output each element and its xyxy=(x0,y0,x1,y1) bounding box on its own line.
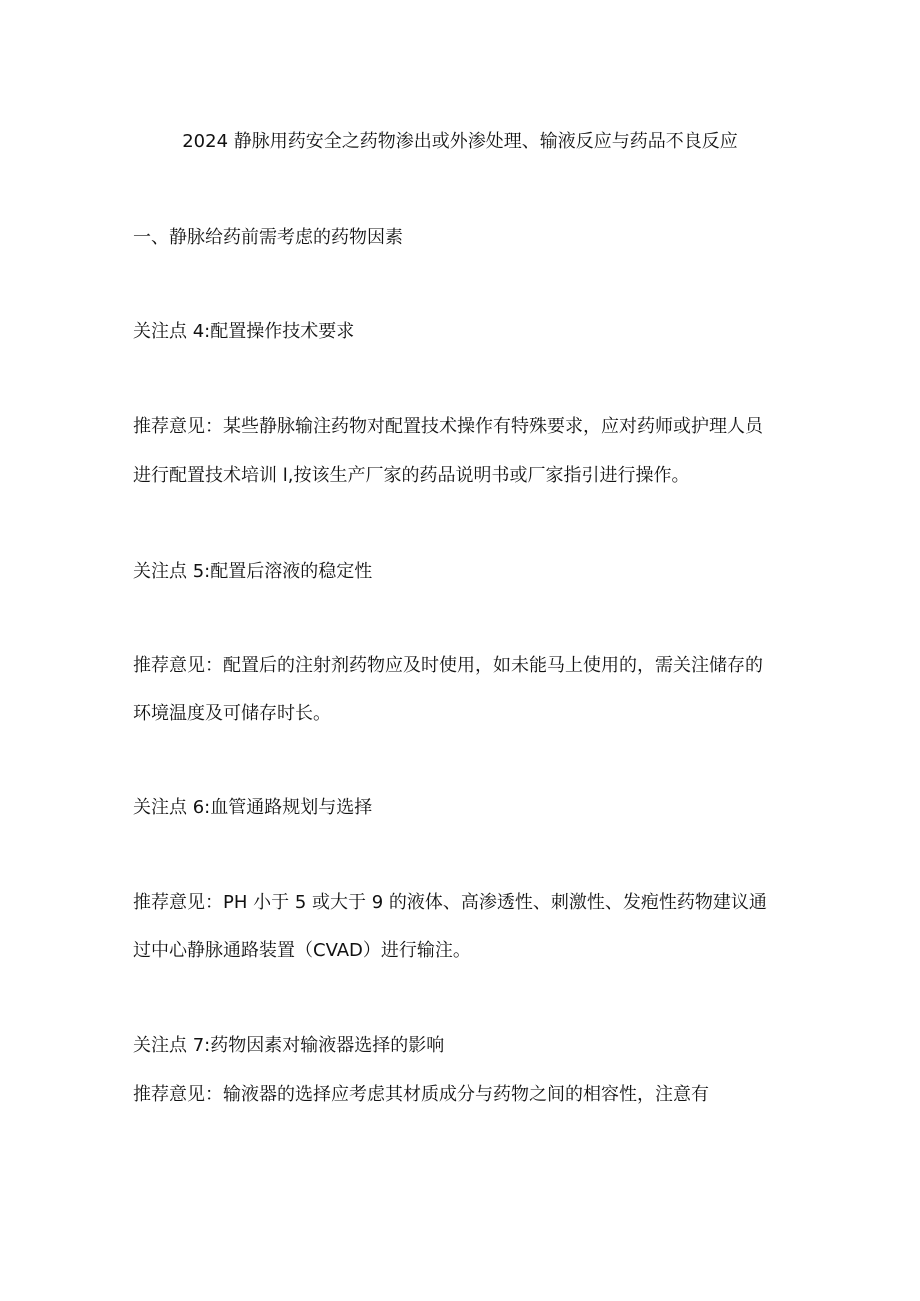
focus-point-7-recommendation-line-1: 推荐意见：输液器的选择应考虑其材质成分与药物之间的相容性，注意有 xyxy=(133,1084,709,1105)
focus-point-7-heading: 关注点 7:药物因素对输液器选择的影响 xyxy=(133,1035,445,1056)
focus-point-6-recommendation-line-1: 推荐意见：PH 小于 5 或大于 9 的液体、高渗透性、刺激性、发疱性药物建议通 xyxy=(133,892,767,913)
focus-point-4-heading: 关注点 4:配置操作技术要求 xyxy=(133,321,355,342)
focus-point-5-heading: 关注点 5:配置后溶液的稳定性 xyxy=(133,561,373,582)
focus-point-5-recommendation-line-2: 环境温度及可储存时长。 xyxy=(133,703,331,724)
focus-point-4-recommendation-line-2: 进行配置技术培训 l,按该生产厂家的药品说明书或厂家指引进行操作。 xyxy=(133,465,690,486)
section-heading: 一、静脉给药前需考虑的药物因素 xyxy=(133,227,403,248)
focus-point-6-heading: 关注点 6:血管通路规划与选择 xyxy=(133,797,373,818)
focus-point-6-recommendation-line-2: 过中心静脉通路装置（CVAD）进行输注。 xyxy=(133,940,471,961)
focus-point-5-recommendation-line-1: 推荐意见：配置后的注射剂药物应及时使用，如未能马上使用的，需关注储存的 xyxy=(133,655,763,676)
page-title: 2024 静脉用药安全之药物渗出或外渗处理、输液反应与药品不良反应 xyxy=(182,131,738,152)
focus-point-4-recommendation-line-1: 推荐意见：某些静脉输注药物对配置技术操作有特殊要求，应对药师或护理人员 xyxy=(133,416,763,437)
